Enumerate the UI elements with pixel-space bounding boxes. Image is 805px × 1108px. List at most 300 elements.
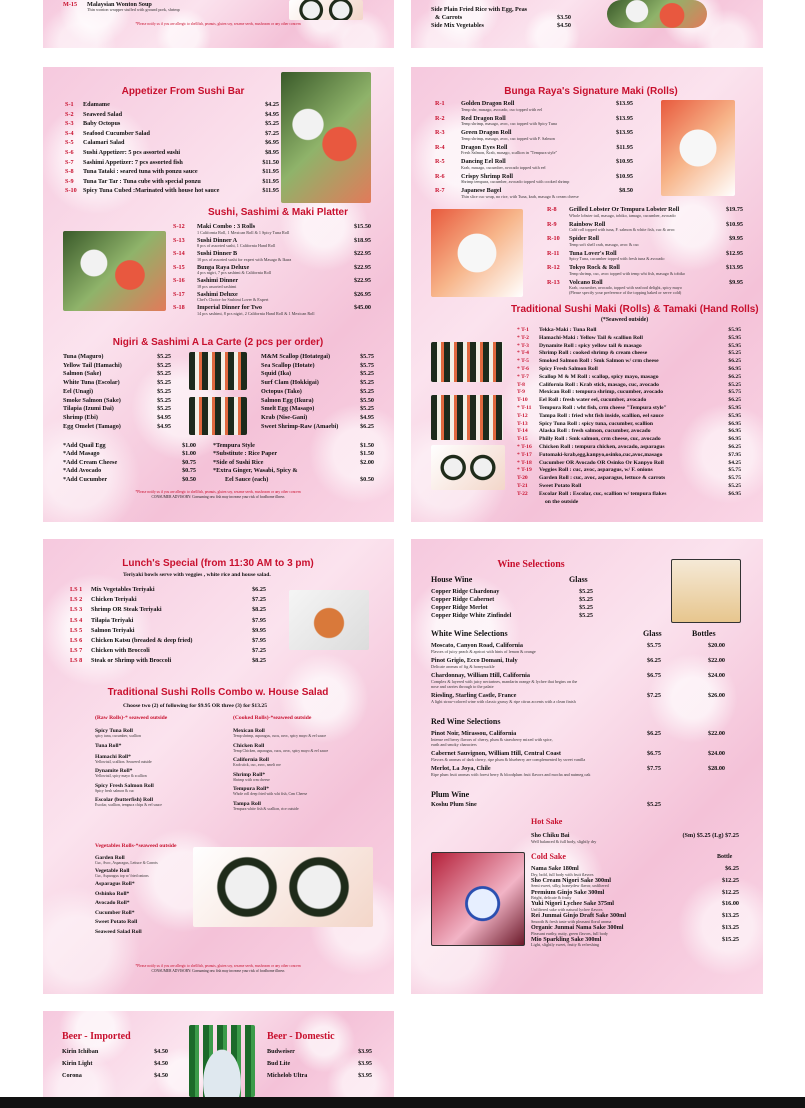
item-name: Red Dragon Roll (461, 114, 506, 122)
beer-photo (189, 1025, 255, 1097)
red-wine-header: Red Wine Selections (431, 717, 501, 726)
item-name: Avocado Roll* (95, 900, 130, 906)
combo-photo (193, 847, 373, 927)
item-name: Smoked Salmon Roll : Smk Salmon w/ crm cheese (539, 358, 659, 365)
item-code: T-15 (517, 436, 528, 443)
item-price: $4.95 (157, 413, 171, 421)
bottle-price: $24.00 (707, 750, 725, 757)
item-name: Sashimi Deluxe (197, 290, 238, 298)
item-price: $15.25 (721, 935, 739, 943)
item-price: $5.25 (157, 387, 171, 395)
sashimi-photo (281, 72, 371, 203)
item-name: Grilled Lobster Or Tempura Lobster Roll (569, 206, 680, 213)
item-price: $5.25 (579, 612, 593, 619)
panel-signature-rolls (411, 67, 763, 522)
item-name: Koshu Plum Sine (431, 801, 477, 808)
item-code: M-15 (63, 1, 78, 8)
item-price: $13.95 (615, 100, 633, 107)
item-desc: Krab, masago, cucumber, avocado topped with eel (461, 164, 546, 170)
item-price: $11.50 (262, 158, 279, 166)
item-code: R-12 (547, 264, 560, 271)
cold-sake-header: Cold Sake (531, 852, 566, 861)
item-desc: Delicate aromas of fig & honeysuckle (431, 664, 495, 669)
item-price: $8.95 (265, 149, 279, 156)
item-name: Alaska Roll : fresh salmon, cucumber, avocado (539, 428, 651, 435)
item-price: $5.25 (157, 396, 171, 404)
item-desc: Flavors & aromas of dark cherry, ripe plum & blueberry are complemented by sweet vanilla (431, 757, 586, 762)
item-desc: Semi sweet, silky, honeydew flavor, unfiltered (531, 883, 609, 889)
item-name: Surf Clam (Hokkigai) (261, 379, 319, 387)
item-code: R-1 (435, 100, 445, 107)
item-code: S-6 (65, 149, 74, 156)
item-code: S-7 (65, 158, 74, 166)
consumer-advisory: CONSUMER ADVISORY: Consuming raw fish may increase your risk of foodborne illness (151, 495, 285, 499)
item-name: Sushi Appetizer: 5 pcs assorted sushi (83, 149, 181, 156)
item-name: Salmon Teriyaki (91, 626, 135, 634)
item-desc: Smooth & fresh taste with pleasant floral aroma (531, 918, 612, 924)
item-code: * T-4 (517, 350, 529, 357)
panel-soups (43, 0, 394, 48)
item-code: S-13 (173, 236, 185, 244)
nigiri-photo-1 (189, 352, 247, 390)
cooked-header: (Cooked Rolls)-*seaweed outside (233, 715, 312, 721)
item-name: Chicken with Broccoli (91, 647, 150, 655)
item-code: R-6 (435, 172, 445, 180)
item-name: Yuki Nigori Lychee Sake 375ml (531, 900, 614, 908)
item-name: Green Dragon Roll (461, 129, 512, 136)
item-name: Krab (Nise-Gani) (261, 413, 308, 421)
item-price: $1.50 (360, 442, 374, 449)
glass-label: Glass (569, 575, 588, 584)
item-name: Dragon Eyes Roll (461, 143, 508, 151)
item-name: Spider Roll (569, 235, 599, 242)
item-price: $5.25 (579, 588, 593, 595)
panel-appetizers (43, 67, 394, 522)
item-price: $13.95 (615, 129, 633, 136)
item-desc: A light straw-colored wine with classic grassy & ripe citrus accents with a clean finish (431, 699, 576, 704)
item-price: $8.25 (252, 657, 266, 665)
item-price: $5.75 (360, 353, 374, 360)
item-price: $12.25 (721, 888, 739, 896)
item-desc: Fresh Salmon, Krab, masago, scallion in "Tempura style" (461, 150, 558, 155)
item-name: Organic Junmai Nama Sake 300ml (531, 924, 624, 931)
item-name: Volcano Roll (569, 278, 603, 286)
item-price: $7.95 (728, 451, 741, 458)
item-code: LS 4 (70, 616, 83, 624)
item-code: * T-18 (517, 459, 532, 466)
traditional-subtitle: (*Seaweed outside) (601, 317, 649, 323)
platter-photo (63, 231, 166, 311)
item-price: $5.25 (360, 387, 374, 395)
item-desc: Complex & layered with juicy nectarines, mandarin orange & lychee that begins on the (431, 679, 578, 684)
item-price: $5.75 (728, 475, 741, 482)
item-desc: Light, slightly sweet, fruity & refreshing (531, 942, 600, 948)
item-name: Copper Ridge Merlot (431, 604, 488, 611)
glass-price: $6.25 (647, 657, 661, 664)
item-price: $5.95 (728, 334, 741, 341)
item-code: LS 5 (70, 626, 83, 634)
item-price: $13.25 (721, 924, 739, 931)
item-code: S-1 (65, 101, 74, 108)
item-price: $15.50 (353, 223, 371, 230)
item-price: $9.95 (252, 626, 266, 634)
item-desc: 4 pcs nigiri, 7 pcs sashimi & California Roll (197, 270, 272, 275)
item-price: $6.95 (728, 366, 741, 372)
item-name: M&M Scallop (Hotategai) (261, 353, 331, 360)
item-price: $3.95 (358, 1048, 372, 1055)
item-name: *Add Cream Cheese (63, 458, 118, 466)
item-code: * T-1 (517, 327, 529, 333)
bottle-price: $28.00 (707, 765, 725, 772)
item-price: $5.25 (157, 379, 171, 387)
item-price: $5.95 (728, 412, 741, 419)
item-code: S-12 (173, 223, 185, 230)
item-price: $10.95 (725, 220, 743, 228)
item-price: $2.00 (360, 458, 374, 466)
item-price: $6.25 (725, 865, 739, 872)
item-price: $6.25 (360, 422, 374, 430)
item-name: Salmon (Sake) (63, 370, 102, 378)
item-price: $3.95 (358, 1060, 372, 1067)
item-price: $5.25 (360, 370, 374, 378)
bottle-label: Bottle (717, 854, 733, 860)
allergy-note: *Please notify us if you are allergic to shellfish, peanuts, gluten soy, sesame seeds, mushroom or any other concern (135, 964, 301, 968)
signature-photo-1 (661, 100, 735, 196)
item-name: Tilapia (Izumi Dai) (63, 405, 114, 413)
item-code: T-20 (517, 475, 528, 482)
house-wine-header: House Wine (431, 575, 473, 584)
item-name: Mexican Roll : tempura shrimp, cucumber, avocado (539, 389, 664, 396)
item-price: $5.25 (728, 381, 741, 388)
item-name: Crispy Shrimp Roll (461, 172, 513, 180)
item-price: $5.25 (157, 353, 171, 360)
item-desc: Temp shrimp, masago, avoc, cuc topped with Spicy Tuna (461, 121, 557, 126)
item-name: Sashimi Dinner (197, 277, 239, 284)
item-name: Sashimi Appetizer: 7 pcs assorted fish (83, 158, 183, 166)
veg-header: Vegetables Rolls-*seaweed outside (95, 843, 177, 849)
item-name: Futomaki-krab,egg,kanpyo,osinko,cuc,avoc,masago (539, 451, 663, 458)
item-code: S-8 (65, 168, 74, 176)
item-price: $7.95 (252, 616, 266, 624)
traditional-photo-3 (431, 445, 505, 490)
item-name: Shrimp OR Steak Teriyaki (91, 606, 162, 614)
item-price: $12.25 (721, 876, 739, 884)
item-desc: Thin wonton wrapper stuffed with ground pork, shrimp (87, 7, 180, 12)
item-price: $5.25 (579, 596, 593, 603)
item-desc: Escolar, scallion, tempura chips & eel sauce (95, 803, 162, 807)
item-price: $5.75 (728, 467, 741, 474)
item-price: $9.95 (729, 278, 743, 286)
item-name: Pinot Noir, Mirassou, California (431, 730, 517, 737)
item-desc: Spicy Tuna, cucumber topped with fresh tuna & avocado (569, 256, 665, 261)
item-name: Michelob Ultra (267, 1072, 308, 1079)
traditional-photo-1 (431, 342, 503, 382)
item-name: Tuna Roll* (95, 742, 122, 749)
item-desc: Whole roll deep fried with wht fish, Crm Cheese (233, 792, 308, 796)
item-price: $4.50 (154, 1072, 168, 1079)
item-name: Tekka-Maki : Tuna Roll (539, 327, 597, 333)
item-price: (Sm) $5.25 (Lg) $7.25 (682, 832, 739, 839)
item-name: Nama Sake 180ml (531, 865, 579, 872)
item-desc: Calif roll topped with tuna, F. salmon & white fish, cuc & avoc (569, 227, 675, 232)
item-name: Tilapia Teriyaki (91, 616, 134, 624)
item-price: $11.95 (616, 143, 633, 151)
glass-price: $6.75 (647, 750, 661, 757)
item-name: Tuna Tar Tar : Tuna cube with special ponzu (83, 177, 201, 185)
item-name: Rei Junmai Ginjo Draft Sake 300ml (531, 912, 627, 920)
item-desc: spicy tuna, cucumber, scallion (95, 734, 141, 738)
item-name: Shrimp Roll : cooked shrimp & cream cheese (539, 350, 648, 357)
item-desc: Yellowtail, scallion. Seaweed outside (95, 759, 152, 764)
item-name: Hamachi-Maki : Yellow Tail & scallion Roll (539, 334, 643, 341)
item-price: $13.95 (725, 264, 743, 271)
panel-sides (411, 0, 763, 48)
item-name: Moscato, Canyon Road, California (431, 642, 523, 649)
item-code: T-12 (517, 412, 528, 419)
item-name: Spicy Fresh Salmon Roll (95, 782, 154, 789)
item-code: T-21 (517, 483, 528, 489)
item-code: * T-5 (517, 358, 529, 365)
item-code: S-16 (173, 277, 185, 284)
item-desc: 8 pcs of assorted sushi, 1 California Hand Roll (197, 243, 276, 248)
item-desc: Cuc, Asparagus top w/ fried onions (95, 874, 149, 878)
katsu-photo (289, 590, 369, 650)
lunch-title: Lunch's Special (from 11:30 AM to 3 pm) (122, 558, 314, 569)
item-desc: Dry, bold, full body with fruit flavors (531, 871, 594, 877)
item-name: Merlot, La Joya, Chile (431, 765, 491, 772)
item-desc: Temp shrimp, cuc, avoc topped with temp wht fish, masago & tobiko (569, 270, 686, 276)
item-name: California Roll : Krab stick, masago, cuc, avocado (539, 381, 659, 388)
item-price: $0.75 (182, 458, 196, 466)
item-name: Kirin Ichiban (62, 1048, 99, 1055)
item-price: $12.95 (725, 249, 743, 257)
plum-wine-header: Plum Wine (431, 790, 470, 799)
item-code: T-22 (517, 490, 528, 497)
item-price: $3.50 (557, 14, 571, 21)
wine-photo (671, 559, 741, 623)
item-name: Eel Roll : fresh water eel, cucumber, avocado (539, 397, 647, 404)
item-name: Seaweed Salad (83, 110, 123, 118)
item-code: T-9 (517, 389, 525, 396)
item-name: Chicken Teriyaki (91, 596, 137, 604)
allergy-note: *Please notify us if you are allergic to shellfish, peanuts, gluten soy, sesame seeds, mushroom or any other concern (135, 22, 301, 26)
item-code: S-9 (65, 177, 74, 185)
item-code: LS 2 (70, 596, 83, 604)
item-price: $0.75 (182, 467, 196, 475)
item-name: Calamari Salad (83, 139, 125, 147)
item-desc: 1 California Roll, 1 Mexican Roll & 1 Spicy Tuna Roll (197, 229, 290, 235)
item-price: $5.25 (157, 361, 171, 369)
item-desc: Temp shr, masago, avocado, cuc topped with eel (461, 106, 543, 112)
item-name: Dynamite Roll* (95, 768, 133, 774)
item-price: $9.95 (729, 235, 743, 242)
item-name: California Roll (233, 757, 269, 763)
item-desc: Pleasant earthy, nutty, green flavors, full body (531, 930, 609, 936)
item-name: Oshinko Roll* (95, 890, 130, 897)
item-desc: Intense red berry flavors of cherry, plum & strawberry mixed with spice, (431, 737, 553, 742)
item-price: $11.95 (262, 168, 279, 176)
item-desc: Temp soft shell crab, masago, avoc & cuc (569, 241, 640, 247)
wine-title: Wine Selections (497, 559, 565, 570)
item-name: Squid (Ika) (261, 370, 292, 378)
item-price: $4.25 (728, 459, 741, 466)
item-price: $6.25 (728, 397, 741, 404)
item-price: $6.25 (728, 373, 741, 380)
item-name: *Extra Ginger, Wasabi, Spicy & (213, 467, 298, 475)
item-name: Escolar (butterfish) Roll (95, 797, 154, 803)
item-code: R-11 (547, 249, 560, 257)
traditional-title: Traditional Sushi Maki (Rolls) & Tamaki (Hand Rolls) (511, 304, 759, 315)
item-price: $22.95 (353, 263, 371, 271)
item-price: $8.25 (252, 606, 266, 614)
item-code: S-3 (65, 120, 74, 128)
item-desc: 10 pcs of assorted sushi for expert with Masago & Ikura (197, 256, 292, 262)
item-price: $16.00 (721, 900, 739, 908)
item-price: $5.25 (647, 801, 661, 808)
item-price: $10.95 (615, 158, 633, 165)
item-code: S-15 (173, 263, 185, 271)
item-code: R-8 (547, 206, 557, 213)
item-name: Side Mix Vegetables (431, 22, 484, 29)
item-name: Spicy Tuna Cubed :Marinated with house hot sauce (83, 187, 220, 195)
item-name: Maki Combo : 3 Rolls (197, 223, 256, 230)
item-name: Octopus (Tako) (261, 387, 302, 395)
item-code: S-4 (65, 129, 74, 137)
item-name: Scallop M & M Roll : scallop, spicy mayo, masago (539, 373, 659, 380)
item-desc-cont: earth and smoky characters (431, 742, 477, 747)
item-price: $5.25 (728, 350, 741, 357)
item-price: $18.95 (353, 236, 371, 244)
item-name-cont: & Carrots (435, 14, 463, 21)
item-name: Golden Dragon Roll (461, 100, 515, 107)
item-price: $5.25 (579, 604, 593, 611)
item-price: $5.95 (728, 405, 741, 411)
white-wine-header: White Wine Selections (431, 629, 508, 638)
consumer-advisory: CONSUMER ADVISORY: Consuming raw fish may increase your risk of foodborne illness (151, 969, 285, 973)
item-price: $11.95 (262, 177, 279, 185)
item-price: $6.25 (728, 444, 741, 450)
item-price: $5.50 (360, 396, 374, 404)
bottle-price: $24.00 (707, 672, 725, 679)
item-price: $13.95 (615, 114, 633, 122)
item-name: Salmon Egg (Ikura) (261, 396, 314, 404)
item-code: S-10 (65, 187, 77, 195)
item-name: Tokyo Rock & Roll (569, 264, 620, 271)
item-name: Veggies Roll : cuc, avoc, asparagus, w/ F. onions (539, 467, 653, 474)
item-name: *Add Avocado (63, 467, 102, 475)
glass-price: $7.25 (647, 692, 661, 699)
combo-title: Traditional Sushi Rolls Combo w. House Salad (107, 687, 329, 698)
item-price: $7.25 (265, 129, 279, 137)
item-name: Sho Chiku Bai (531, 832, 570, 839)
item-name: Chicken Katsu (breaded & deep fried) (91, 637, 193, 644)
nigiri-title: Nigiri & Sashimi A La Carte (2 pcs per order) (112, 337, 324, 348)
item-price: $7.25 (252, 647, 266, 655)
item-price: $10.95 (615, 172, 633, 180)
item-code: * T-2 (517, 334, 529, 341)
bottle-price: $20.00 (707, 642, 725, 649)
item-code: R-9 (547, 220, 557, 228)
item-name: Dancing Eel Roll (461, 158, 506, 165)
bottle-price: $26.00 (707, 692, 725, 699)
item-code: S-2 (65, 110, 74, 118)
item-desc: Thin slice cuc wrap, no rice, with Tuna, krab, masago & cream cheese (461, 193, 579, 199)
item-desc: Cuc, Avoc, Asparagus, Lettuce & Carrots (95, 861, 158, 865)
item-name: Copper Ridge Cabernet (431, 596, 495, 603)
item-price: $6.25 (252, 586, 266, 593)
panel-beer (43, 1011, 394, 1097)
item-price: $6.95 (728, 420, 741, 427)
item-price: $5.75 (360, 361, 374, 369)
item-name: Spicy Tuna Roll : spicy tuna, cucumber, scallion (539, 420, 654, 427)
item-name: Tampa Roll (233, 800, 261, 807)
item-code: LS 6 (70, 637, 83, 644)
item-desc: Krab stick, cuc, avoc, smelt roe (233, 763, 281, 767)
item-price: $5.25 (157, 405, 171, 413)
item-price: $4.25 (265, 101, 279, 108)
item-price: $4.95 (157, 422, 171, 430)
item-name: Sweet Potato Roll (95, 919, 138, 925)
item-code: LS 3 (70, 606, 83, 614)
item-code: T-14 (517, 428, 528, 435)
item-name: Vegetable Roll (95, 868, 130, 874)
item-code: T-10 (517, 397, 528, 404)
item-price: $7.95 (252, 637, 266, 644)
item-name: Escolar Roll : Escolar, cuc, scallion w/ tempura flakes (539, 490, 667, 497)
item-price: $22.95 (353, 250, 371, 257)
item-name: Asparagus Roll* (95, 881, 135, 887)
item-price: $19.75 (725, 206, 743, 213)
signature-photo-2 (431, 209, 523, 297)
item-name: Baby Octopus (83, 120, 121, 128)
item-name: Copper Ridge White Zinfindel (431, 612, 512, 619)
item-name: Budweiser (267, 1048, 295, 1055)
item-price: $8.50 (619, 187, 633, 194)
item-price: $13.25 (721, 912, 739, 920)
item-name: Sweet Shrimp-Raw (Amaebi) (261, 422, 339, 430)
item-desc: Chef's Choice for Sashimi Lover & Expert (197, 297, 269, 302)
item-name: Rainbow Roll (569, 220, 606, 228)
item-code: T-13 (517, 420, 528, 427)
item-desc: Temp shrimp, masago, avoc, cuc topped with F. Salmon (461, 135, 555, 141)
platter-title: Sushi, Sashimi & Maki Platter (207, 207, 349, 218)
item-price: $5.25 (728, 483, 741, 489)
item-desc: Spicy fresh salmon & cuc (95, 788, 135, 793)
nigiri-photo-2 (189, 397, 247, 435)
item-name: *Side of Sushi Rice (213, 458, 264, 466)
soup-photo (289, 0, 363, 20)
item-price: $11.95 (262, 187, 279, 195)
item-code: R-2 (435, 114, 445, 122)
glass-price: $5.75 (647, 642, 661, 649)
item-name: Chardonnay, William Hill, California (431, 672, 530, 679)
item-desc-cont: (Please specify your preference of the topping baked or serve cold) (569, 290, 682, 295)
panel-lunch (43, 539, 394, 994)
item-name: Dynamite Roll : spicy yellow tail & masago (539, 342, 642, 349)
item-name: Tampa Roll : fried wht fish inside, scallion, eel sauce (539, 412, 664, 419)
item-name: Seaweed Salad Roll (95, 928, 142, 935)
item-code: S-14 (173, 250, 185, 257)
item-price: $7.25 (252, 596, 266, 604)
item-name: Sushi Dinner A (197, 236, 238, 244)
item-code: * T-11 (517, 405, 532, 411)
item-name: Spicy Fresh Salmon Roll (539, 366, 598, 372)
item-name: Cucumber Roll* (95, 909, 135, 916)
item-code: R-5 (435, 158, 445, 165)
item-name: Sweet Potato Roll (539, 483, 582, 489)
lunch-subtitle: Teriyaki bowls serve with veggies , white rice and house salad. (123, 572, 271, 578)
item-code: S-18 (173, 304, 185, 311)
